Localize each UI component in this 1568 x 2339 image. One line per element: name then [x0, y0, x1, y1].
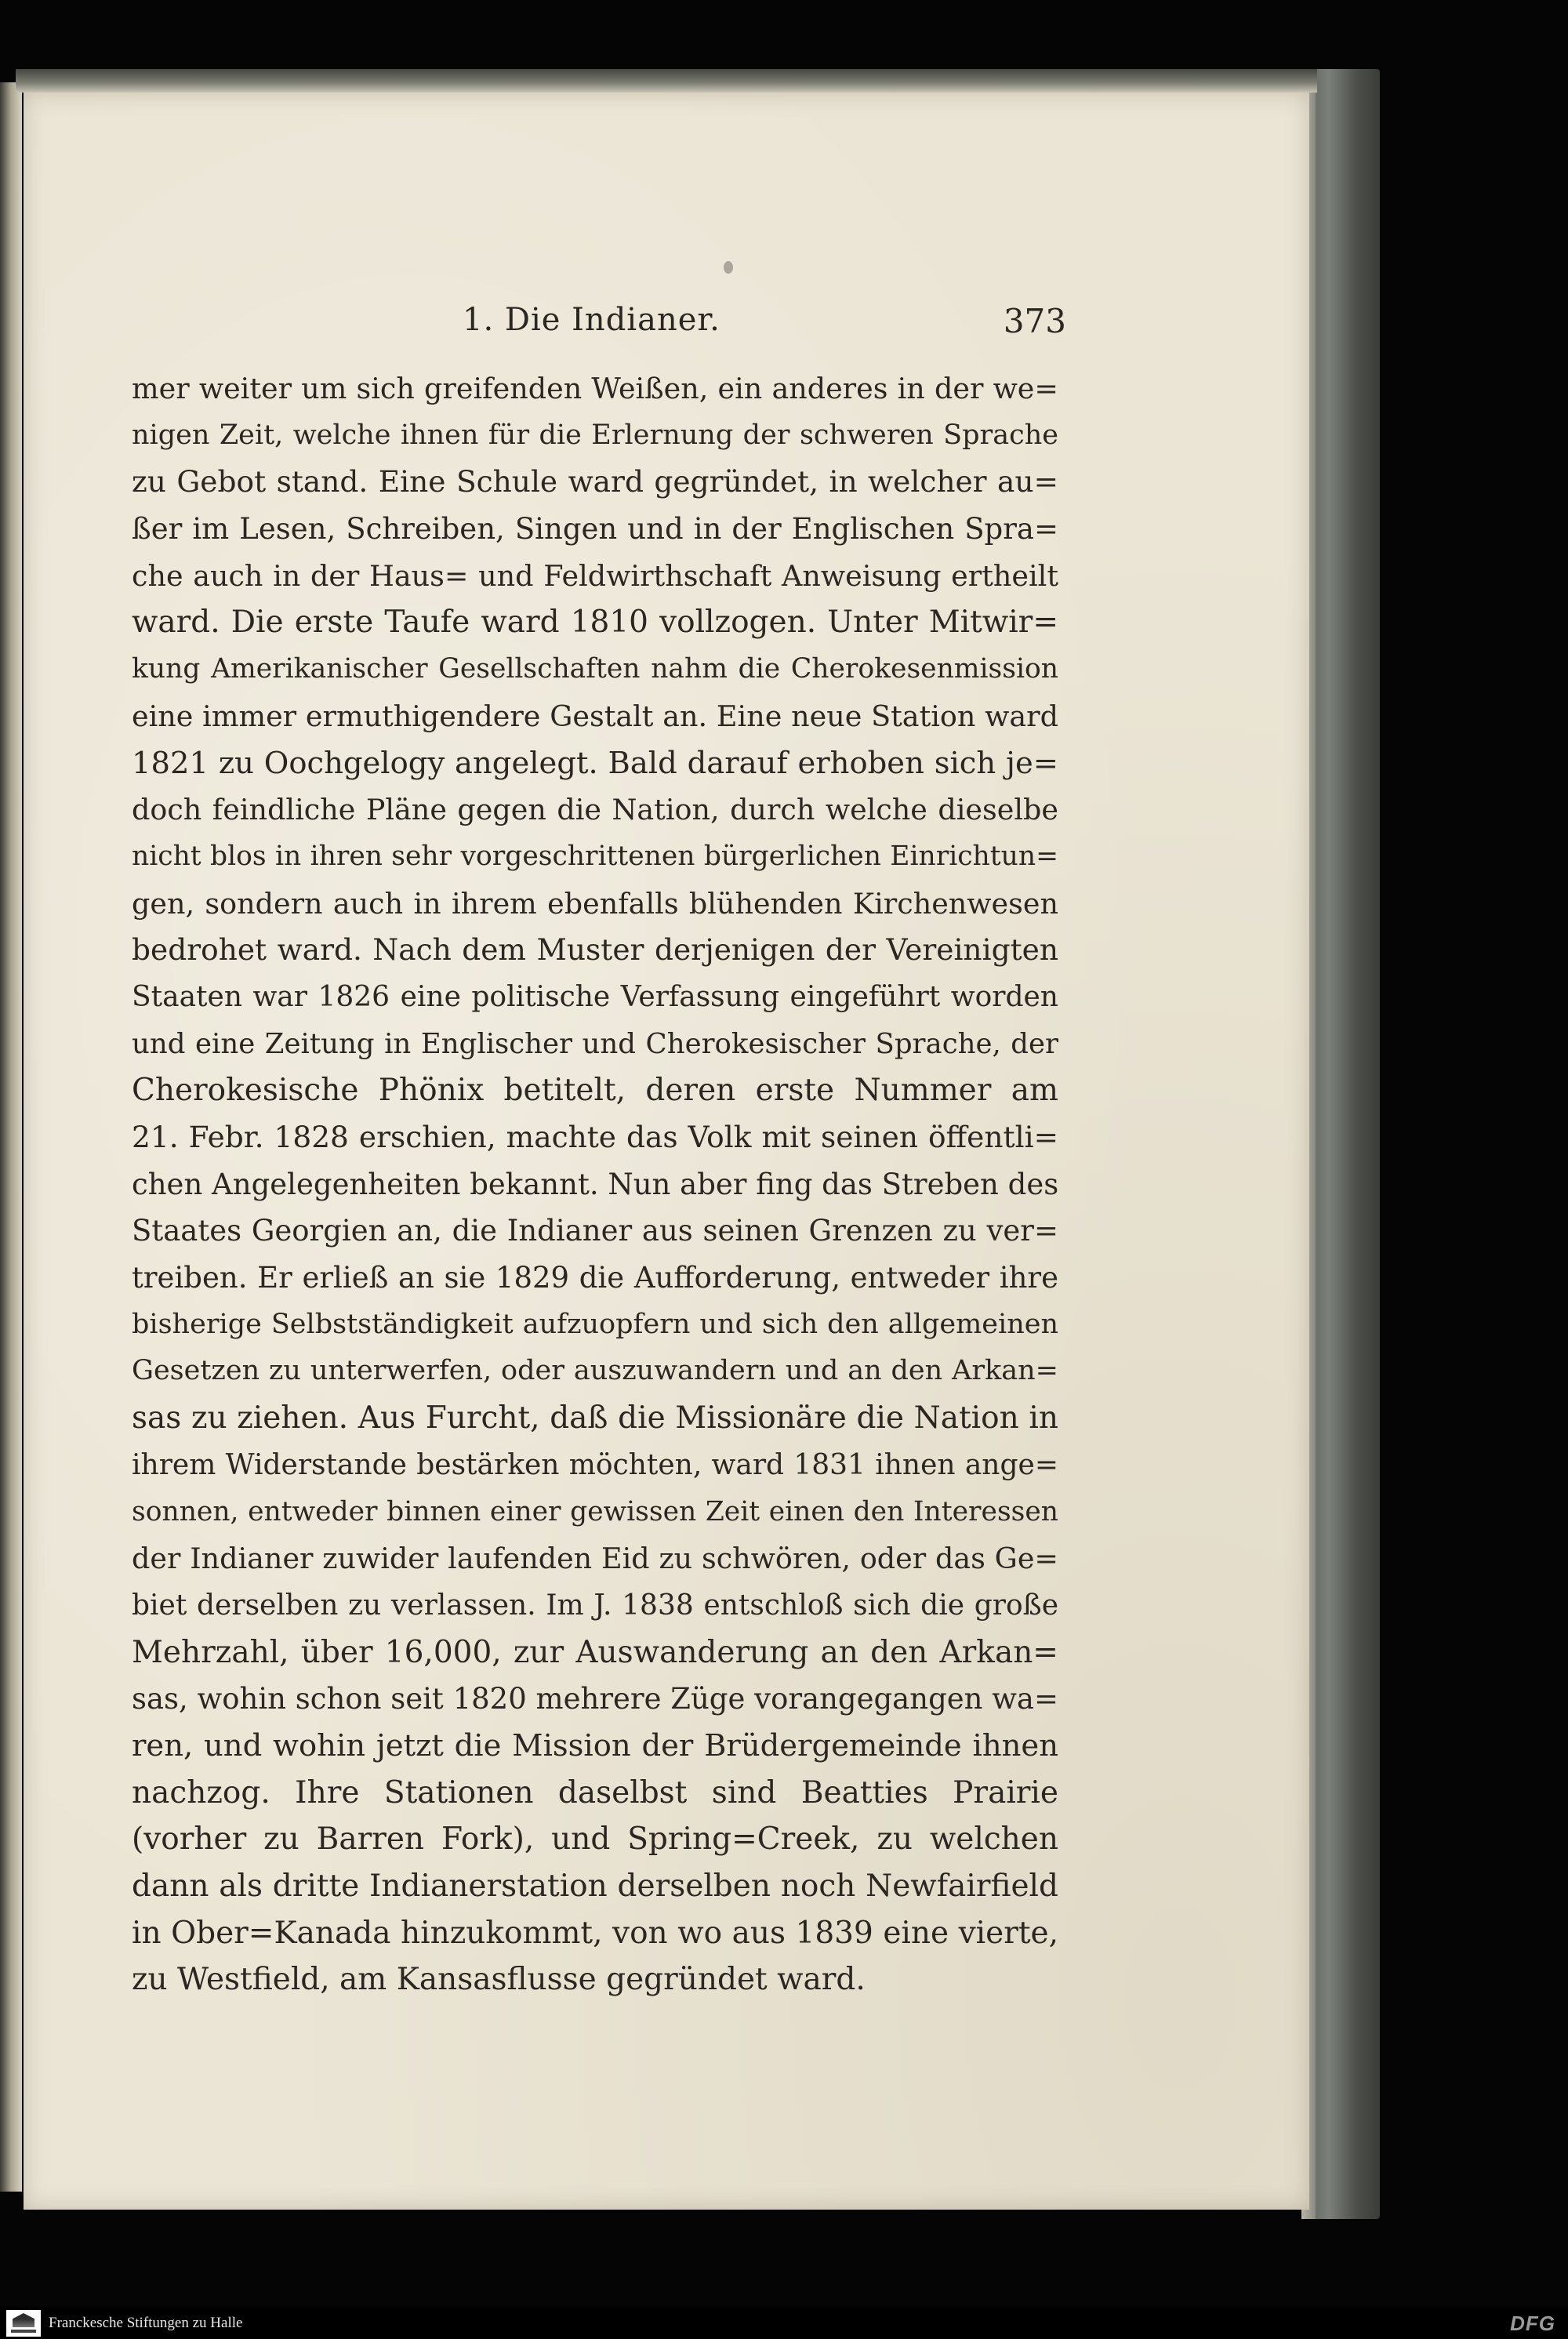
text-line: zu Gebot stand. Eine Schule ward gegründet, in welcher au= [132, 464, 1058, 499]
building-icon [13, 2313, 34, 2327]
page-body-text [132, 365, 1058, 2003]
text-line: bisherige Selbstständigkeit aufzuopfern und sich den allgemeinen [132, 1308, 1058, 1340]
text-line: treiben. Er erließ an sie 1829 die Aufforderung, entweder ihre [132, 1261, 1058, 1295]
page-number: 373 [1003, 302, 1066, 340]
text-line: bedrohet ward. Nach dem Muster derjenigen der Vereinigten [132, 932, 1058, 968]
text-line: Gesetzen zu unterwerfen, oder auszuwandern und an den Arkan= [132, 1355, 1058, 1387]
text-line: Staates Georgien an, die Indianer aus seinen Grenzen zu ver= [132, 1214, 1058, 1248]
text-line: kung Amerikanischer Gesellschaften nahm die Cherokesenmission [132, 653, 1058, 685]
text-line: in Ober=Kanada hinzukommt, von wo aus 1839 eine vierte, [132, 1915, 1058, 1951]
text-line: nigen Zeit, welche ihnen für die Erlernung der schweren Sprache [132, 419, 1058, 451]
left-page-edge [0, 82, 22, 2192]
text-line: biet derselben zu verlassen. Im J. 1838 entschloß sich die große [132, 1589, 1058, 1622]
text-line: che auch in der Haus= und Feldwirthschaft Anweisung ertheilt [132, 558, 1058, 593]
ink-spot [724, 261, 733, 274]
text-line: sas zu ziehen. Aus Furcht, daß die Missionäre die Nation in [132, 1400, 1058, 1436]
logo-base [11, 2330, 36, 2333]
viewer-footer [0, 2308, 1568, 2339]
text-line: eine immer ermuthigendere Gestalt an. Eine neue Station ward [132, 699, 1058, 733]
text-line: sonnen, entweder binnen einer gewissen Zeit einen den Interessen [132, 1495, 1058, 1527]
text-line: 1821 zu Oochgelogy angelegt. Bald darauf erhoben sich je= [132, 745, 1058, 781]
text-line: der Indianer zuwider laufenden Eid zu schwören, oder das Ge= [132, 1542, 1058, 1576]
text-line: doch feindliche Pläne gegen die Nation, durch welche dieselbe [132, 793, 1058, 827]
text-line: und eine Zeitung in Englischer und Cherokesischer Sprache, der [132, 1027, 1058, 1060]
institution-logo [6, 2310, 41, 2337]
text-line: ren, und wohin jetzt die Mission der Brüdergemeinde ihnen [132, 1727, 1058, 1763]
running-title: 1. Die Indianer. [463, 302, 720, 338]
text-line: Cherokesische Phönix betitelt, deren erste Nummer am [132, 1073, 1058, 1109]
text-line: chen Angelegenheiten bekannt. Nun aber fing das Streben des [132, 1167, 1059, 1201]
text-line: Staaten war 1826 eine politische Verfassung eingeführt worden [132, 980, 1058, 1013]
text-line: nachzog. Ihre Stationen daselbst sind Beatties Prairie [132, 1774, 1058, 1811]
text-line: (vorher zu Barren Fork), und Spring=Creek, zu welchen [132, 1821, 1058, 1858]
dfg-logo: DFG [1510, 2312, 1555, 2335]
text-line: ihrem Widerstande bestärken möchten, ward 1831 ihnen ange= [132, 1448, 1058, 1481]
text-line: zu Westfield, am Kansasflusse gegründet ward. [132, 1962, 866, 1998]
top-page-edge [16, 69, 1317, 93]
text-line: nicht blos in ihren sehr vorgeschrittenen bürgerlichen Einrichtun= [132, 840, 1058, 872]
text-line: gen, sondern auch in ihrem ebenfalls blühenden Kirchenwesen [132, 886, 1058, 921]
text-line: 21. Febr. 1828 erschien, machte das Volk mit seinen öffentli= [132, 1120, 1058, 1154]
text-line: ward. Die erste Taufe ward 1810 vollzogen. Unter Mitwir= [132, 605, 1058, 641]
text-line: dann als dritte Indianerstation derselben noch Newfairfield [132, 1869, 1058, 1904]
running-header [463, 302, 1066, 346]
text-line: mer weiter um sich greifenden Weißen, ein anderes in der we= [132, 372, 1058, 405]
text-line: sas, wohin schon seit 1820 mehrere Züge vorangegangen wa= [132, 1682, 1058, 1716]
text-line: ßer im Lesen, Schreiben, Singen und in der Englischen Spra= [132, 512, 1058, 547]
text-line: Mehrzahl, über 16,000, zur Auswanderung an den Arkan= [132, 1634, 1058, 1670]
institution-name: Franckesche Stiftungen zu Halle [49, 2315, 243, 2331]
